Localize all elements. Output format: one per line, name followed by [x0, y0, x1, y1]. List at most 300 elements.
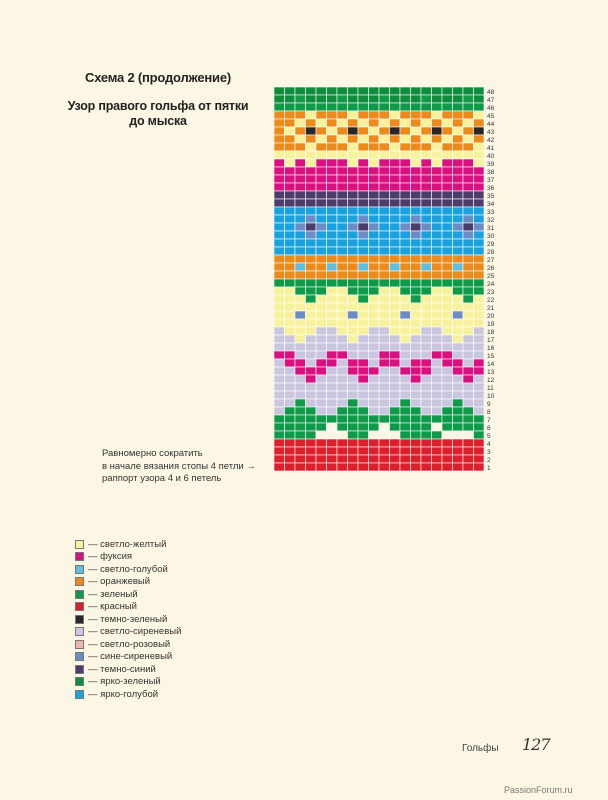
- chart-cell: [390, 295, 401, 303]
- chart-cell: [316, 455, 327, 463]
- chart-cell: [295, 343, 306, 351]
- row-number-label: 3: [487, 449, 491, 456]
- chart-cell: [390, 455, 401, 463]
- chart-cell: [337, 239, 348, 247]
- chart-cell: [474, 303, 485, 311]
- chart-cell: [379, 327, 390, 335]
- row-number-label: 41: [487, 145, 495, 152]
- chart-cell: [474, 407, 485, 415]
- chart-cell: [474, 327, 485, 335]
- chart-cell: [463, 199, 474, 207]
- chart-cell: [337, 303, 348, 311]
- chart-cell: [327, 263, 338, 271]
- row-number-label: 9: [487, 401, 491, 408]
- row-number-label: 14: [487, 361, 495, 368]
- chart-cell: [463, 407, 474, 415]
- chart-cell: [421, 207, 432, 215]
- chart-cell: [379, 383, 390, 391]
- chart-cell: [369, 119, 380, 127]
- chart-cell: [390, 415, 401, 423]
- chart-cell: [274, 103, 285, 111]
- chart-cell: [327, 359, 338, 367]
- chart-cell: [358, 223, 369, 231]
- chart-cell: [411, 95, 422, 103]
- chart-cell: [453, 399, 464, 407]
- chart-cell: [421, 311, 432, 319]
- chart-cell: [432, 143, 443, 151]
- chart-cell: [274, 399, 285, 407]
- chart-cell: [285, 103, 296, 111]
- chart-cell: [442, 87, 453, 95]
- chart-cell: [348, 199, 359, 207]
- chart-cell: [274, 287, 285, 295]
- chart-cell: [453, 111, 464, 119]
- chart-cell: [379, 295, 390, 303]
- chart-cell: [358, 327, 369, 335]
- chart-cell: [474, 111, 485, 119]
- chart-cell: [295, 223, 306, 231]
- chart-cell: [421, 159, 432, 167]
- chart-cell: [453, 119, 464, 127]
- chart-cell: [453, 447, 464, 455]
- chart-cell: [295, 319, 306, 327]
- chart-cell: [285, 151, 296, 159]
- chart-cell: [442, 303, 453, 311]
- chart-cell: [306, 255, 317, 263]
- chart-cell: [337, 375, 348, 383]
- chart-cell: [369, 183, 380, 191]
- chart-cell: [463, 247, 474, 255]
- chart-cell: [400, 407, 411, 415]
- legend-item: [75, 651, 181, 664]
- chart-cell: [442, 183, 453, 191]
- chart-cell: [306, 439, 317, 447]
- chart-cell: [358, 463, 369, 471]
- chart-cell: [306, 279, 317, 287]
- chart-cell: [295, 191, 306, 199]
- row-number-label: 4: [487, 441, 491, 448]
- chart-cell: [285, 311, 296, 319]
- chart-cell: [285, 127, 296, 135]
- chart-cell: [411, 207, 422, 215]
- chart-cell: [295, 351, 306, 359]
- chart-cell: [337, 223, 348, 231]
- chart-cell: [316, 423, 327, 431]
- chart-cell: [295, 95, 306, 103]
- chart-cell: [463, 127, 474, 135]
- chart-cell: [442, 103, 453, 111]
- chart-cell: [274, 319, 285, 327]
- chart-cell: [474, 87, 485, 95]
- chart-cell: [369, 415, 380, 423]
- chart-cell: [369, 103, 380, 111]
- chart-cell: [432, 255, 443, 263]
- chart-cell: [390, 367, 401, 375]
- row-number-label: 13: [487, 369, 495, 376]
- chart-cell: [442, 343, 453, 351]
- chart-cell: [463, 239, 474, 247]
- chart-cell: [463, 303, 474, 311]
- chart-cell: [337, 295, 348, 303]
- chart-cell: [432, 367, 443, 375]
- legend-label: — оранжевый: [88, 576, 151, 588]
- title-block: [58, 70, 258, 129]
- chart-cell: [285, 111, 296, 119]
- chart-cell: [474, 383, 485, 391]
- legend-label: — темно-синий: [88, 663, 156, 675]
- chart-cell: [379, 87, 390, 95]
- chart-cell: [411, 151, 422, 159]
- chart-cell: [295, 87, 306, 95]
- chart-cell: [348, 103, 359, 111]
- chart-cell: [474, 175, 485, 183]
- chart-cell: [453, 311, 464, 319]
- chart-cell: [411, 103, 422, 111]
- chart-cell: [379, 359, 390, 367]
- chart-cell: [474, 263, 485, 271]
- chart-cell: [295, 175, 306, 183]
- legend-item: [75, 601, 181, 614]
- chart-cell: [442, 199, 453, 207]
- chart-cell: [390, 359, 401, 367]
- chart-cell: [274, 231, 285, 239]
- chart-cell: [463, 415, 474, 423]
- row-number-label: 31: [487, 225, 495, 232]
- chart-cell: [316, 295, 327, 303]
- chart-cell: [274, 255, 285, 263]
- chart-cell: [453, 295, 464, 303]
- chart-cell: [327, 119, 338, 127]
- chart-cell: [432, 415, 443, 423]
- chart-cell: [432, 407, 443, 415]
- chart-cell: [453, 143, 464, 151]
- chart-cell: [274, 215, 285, 223]
- chart-cell: [421, 439, 432, 447]
- legend-swatch: [75, 652, 84, 661]
- chart-cell: [400, 255, 411, 263]
- chart-cell: [316, 279, 327, 287]
- chart-cell: [474, 415, 485, 423]
- chart-cell: [421, 87, 432, 95]
- chart-cell: [358, 431, 369, 439]
- chart-cell: [390, 375, 401, 383]
- chart-cell: [285, 375, 296, 383]
- chart-cell: [327, 143, 338, 151]
- chart-cell: [327, 183, 338, 191]
- chart-cell: [463, 263, 474, 271]
- chart-cell: [316, 95, 327, 103]
- chart-cell: [358, 455, 369, 463]
- row-number-label: 39: [487, 161, 495, 168]
- chart-cell: [432, 263, 443, 271]
- chart-cell: [379, 335, 390, 343]
- chart-cell: [274, 359, 285, 367]
- chart-cell: [274, 119, 285, 127]
- chart-cell: [379, 319, 390, 327]
- chart-cell: [400, 415, 411, 423]
- row-number-label: 34: [487, 201, 495, 208]
- chart-cell: [463, 399, 474, 407]
- chart-cell: [274, 127, 285, 135]
- chart-cell: [442, 391, 453, 399]
- chart-cell: [337, 207, 348, 215]
- chart-cell: [432, 223, 443, 231]
- row-number-label: 25: [487, 273, 495, 280]
- chart-cell: [463, 151, 474, 159]
- footer-section-title: Гольфы: [462, 743, 499, 754]
- chart-cell: [432, 431, 443, 439]
- chart-cell: [337, 335, 348, 343]
- chart-cell: [411, 159, 422, 167]
- chart-cell: [474, 343, 485, 351]
- chart-cell: [390, 215, 401, 223]
- chart-cell: [390, 223, 401, 231]
- chart-cell: [379, 135, 390, 143]
- legend-label: — светло-сиреневый: [88, 626, 182, 638]
- chart-cell: [411, 423, 422, 431]
- chart-cell: [411, 399, 422, 407]
- row-number-label: 32: [487, 217, 495, 224]
- chart-cell: [411, 351, 422, 359]
- chart-cell: [337, 383, 348, 391]
- chart-cell: [369, 247, 380, 255]
- chart-cell: [306, 223, 317, 231]
- legend-swatch: [75, 540, 84, 549]
- chart-cell: [463, 311, 474, 319]
- chart-cell: [463, 135, 474, 143]
- chart-cell: [400, 271, 411, 279]
- chart-cell: [285, 327, 296, 335]
- chart-cell: [442, 135, 453, 143]
- chart-cell: [295, 247, 306, 255]
- chart-cell: [295, 239, 306, 247]
- chart-cell: [295, 207, 306, 215]
- chart-cell: [274, 199, 285, 207]
- legend-swatch: [75, 552, 84, 561]
- chart-cell: [316, 407, 327, 415]
- chart-cell: [453, 87, 464, 95]
- chart-cell: [432, 399, 443, 407]
- chart-cell: [411, 295, 422, 303]
- chart-cell: [285, 87, 296, 95]
- chart-cell: [285, 191, 296, 199]
- chart-cell: [474, 207, 485, 215]
- chart-cell: [369, 431, 380, 439]
- chart-cell: [316, 223, 327, 231]
- chart-cell: [274, 111, 285, 119]
- chart-cell: [411, 343, 422, 351]
- watermark: PassionForum.ru: [504, 785, 573, 795]
- chart-cell: [453, 383, 464, 391]
- chart-cell: [348, 95, 359, 103]
- chart-cell: [400, 207, 411, 215]
- chart-cell: [369, 303, 380, 311]
- chart-cell: [474, 159, 485, 167]
- chart-cell: [285, 199, 296, 207]
- chart-cell: [285, 175, 296, 183]
- chart-cell: [453, 239, 464, 247]
- chart-cell: [474, 447, 485, 455]
- chart-cell: [274, 159, 285, 167]
- chart-cell: [295, 391, 306, 399]
- chart-cell: [274, 143, 285, 151]
- chart-cell: [306, 87, 317, 95]
- chart-cell: [348, 431, 359, 439]
- chart-cell: [295, 447, 306, 455]
- chart-cell: [442, 327, 453, 335]
- chart-cell: [274, 151, 285, 159]
- chart-cell: [337, 199, 348, 207]
- chart-cell: [369, 255, 380, 263]
- chart-cell: [442, 279, 453, 287]
- chart-cell: [411, 279, 422, 287]
- row-number-label: 46: [487, 105, 495, 112]
- legend-item: [75, 663, 181, 676]
- chart-cell: [453, 287, 464, 295]
- chart-cell: [306, 359, 317, 367]
- chart-cell: [306, 455, 317, 463]
- chart-cell: [442, 439, 453, 447]
- chart-cell: [400, 399, 411, 407]
- chart-cell: [285, 279, 296, 287]
- chart-cell: [316, 359, 327, 367]
- chart-cell: [316, 447, 327, 455]
- chart-cell: [306, 127, 317, 135]
- chart-cell: [327, 239, 338, 247]
- chart-cell: [442, 231, 453, 239]
- chart-cell: [337, 279, 348, 287]
- chart-cell: [453, 247, 464, 255]
- chart-cell: [432, 351, 443, 359]
- chart-cell: [358, 95, 369, 103]
- chart-cell: [463, 271, 474, 279]
- chart-cell: [411, 415, 422, 423]
- chart-cell: [400, 231, 411, 239]
- chart-cell: [442, 95, 453, 103]
- chart-cell: [390, 103, 401, 111]
- chart-cell: [327, 135, 338, 143]
- chart-cell: [411, 335, 422, 343]
- chart-cell: [432, 455, 443, 463]
- chart-cell: [316, 215, 327, 223]
- chart-cell: [285, 455, 296, 463]
- chart-cell: [337, 247, 348, 255]
- chart-cell: [453, 319, 464, 327]
- chart-cell: [295, 399, 306, 407]
- legend-item: [75, 676, 181, 689]
- chart-cell: [421, 359, 432, 367]
- chart-cell: [295, 439, 306, 447]
- chart-cell: [327, 415, 338, 423]
- chart-cell: [369, 271, 380, 279]
- chart-cell: [348, 399, 359, 407]
- chart-cell: [348, 295, 359, 303]
- chart-cell: [390, 399, 401, 407]
- chart-cell: [285, 135, 296, 143]
- chart-cell: [337, 127, 348, 135]
- chart-cell: [348, 223, 359, 231]
- chart-cell: [474, 439, 485, 447]
- chart-cell: [400, 391, 411, 399]
- chart-cell: [285, 159, 296, 167]
- chart-cell: [442, 271, 453, 279]
- chart-cell: [411, 255, 422, 263]
- chart-cell: [348, 143, 359, 151]
- chart-cell: [316, 399, 327, 407]
- chart-cell: [285, 431, 296, 439]
- chart-cell: [337, 399, 348, 407]
- chart-cell: [358, 239, 369, 247]
- chart-cell: [306, 271, 317, 279]
- chart-cell: [411, 327, 422, 335]
- chart-cell: [411, 263, 422, 271]
- chart-cell: [274, 463, 285, 471]
- chart-cell: [453, 215, 464, 223]
- chart-cell: [316, 263, 327, 271]
- chart-cell: [369, 263, 380, 271]
- chart-cell: [369, 199, 380, 207]
- chart-cell: [463, 255, 474, 263]
- chart-cell: [379, 231, 390, 239]
- chart-cell: [327, 207, 338, 215]
- chart-cell: [400, 351, 411, 359]
- legend-item: [75, 688, 181, 701]
- chart-cell: [306, 183, 317, 191]
- chart-cell: [348, 215, 359, 223]
- chart-cell: [421, 119, 432, 127]
- chart-cell: [274, 263, 285, 271]
- note-line-2: в начале вязания стопы 4 петли →: [102, 460, 256, 472]
- chart-cell: [400, 359, 411, 367]
- chart-cell: [306, 447, 317, 455]
- chart-cell: [358, 111, 369, 119]
- chart-cell: [453, 103, 464, 111]
- chart-cell: [453, 271, 464, 279]
- chart-cell: [453, 415, 464, 423]
- chart-cell: [306, 311, 317, 319]
- chart-cell: [358, 367, 369, 375]
- chart-cell: [400, 183, 411, 191]
- row-number-label: 1: [487, 465, 491, 472]
- chart-cell: [285, 167, 296, 175]
- chart-cell: [411, 111, 422, 119]
- chart-cell: [442, 319, 453, 327]
- chart-cell: [379, 103, 390, 111]
- chart-cell: [453, 231, 464, 239]
- chart-cell: [348, 423, 359, 431]
- chart-cell: [474, 95, 485, 103]
- chart-cell: [337, 391, 348, 399]
- chart-cell: [348, 351, 359, 359]
- chart-cell: [327, 175, 338, 183]
- chart-cell: [474, 135, 485, 143]
- chart-cell: [463, 183, 474, 191]
- chart-cell: [411, 287, 422, 295]
- chart-cell: [274, 311, 285, 319]
- chart-cell: [348, 407, 359, 415]
- chart-cell: [379, 431, 390, 439]
- chart-cell: [379, 183, 390, 191]
- chart-cell: [348, 271, 359, 279]
- chart-cell: [400, 303, 411, 311]
- chart-cell: [274, 391, 285, 399]
- chart-cell: [358, 303, 369, 311]
- chart-cell: [400, 319, 411, 327]
- chart-cell: [390, 167, 401, 175]
- chart-cell: [358, 151, 369, 159]
- chart-cell: [274, 95, 285, 103]
- row-number-label: 28: [487, 249, 495, 256]
